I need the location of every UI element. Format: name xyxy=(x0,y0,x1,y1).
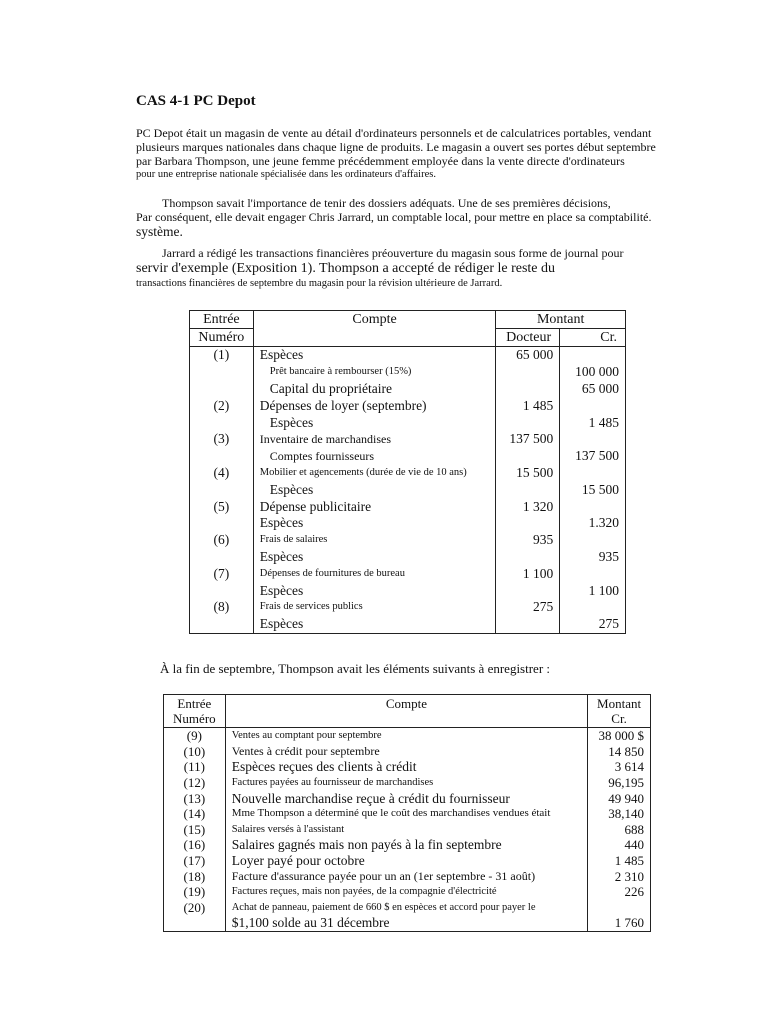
september-transactions-table xyxy=(163,694,651,932)
debit-value: 1 320 xyxy=(496,498,560,515)
table-row xyxy=(164,837,651,853)
table-row xyxy=(164,884,651,900)
account-name: Espèces xyxy=(253,582,496,599)
table-row xyxy=(190,532,626,549)
debit-value: 275 xyxy=(496,599,560,616)
entry-number xyxy=(190,481,254,498)
account-name: Prêt bancaire à rembourser (15%) xyxy=(253,364,496,381)
account-name: Factures payées au fournisseur de marchandises xyxy=(225,775,587,791)
credit-value: 1.320 xyxy=(560,515,626,532)
credit-value xyxy=(560,565,626,582)
table-row xyxy=(190,347,626,364)
table-row xyxy=(190,431,626,448)
table-row xyxy=(190,582,626,599)
account-name: Espèces xyxy=(253,549,496,566)
table-row xyxy=(190,565,626,582)
debit-header: Docteur xyxy=(496,329,560,347)
credit-value: 137 500 xyxy=(560,448,626,465)
debit-value xyxy=(496,582,560,599)
credit-value xyxy=(560,465,626,482)
table-row xyxy=(164,915,651,931)
opening-journal-table xyxy=(189,310,626,634)
entry-header: Entrée xyxy=(190,311,254,329)
entry-number: (1) xyxy=(190,347,254,364)
amount-value: 14 850 xyxy=(588,744,651,760)
table-row xyxy=(164,806,651,822)
paragraph-line: Jarrard a rédigé les transactions financières préouverture du magasin sous forme de journal pour xyxy=(162,246,624,260)
account-name: Facture d'assurance payée pour un an (1er septembre - 31 août) xyxy=(225,868,587,884)
credit-value: 1 485 xyxy=(560,414,626,431)
account-name: Espèces xyxy=(253,414,496,431)
account-name: Frais de salaires xyxy=(253,532,496,549)
table-row xyxy=(190,481,626,498)
account-name: Factures reçues, mais non payées, de la compagnie d'électricité xyxy=(225,884,587,900)
entry-number xyxy=(190,515,254,532)
amount-header-line: Cr. xyxy=(611,711,627,726)
amount-value: 226 xyxy=(588,884,651,900)
debit-value: 935 xyxy=(496,532,560,549)
intro-line: pour une entreprise nationale spécialisée dans les ordinateurs d'affaires. xyxy=(136,169,436,180)
entry-number: (2) xyxy=(190,397,254,414)
paragraph-line: servir d'exemple (Exposition 1). Thompson a accepté de rédiger le reste du xyxy=(136,261,556,276)
credit-value xyxy=(560,532,626,549)
amount-value: 38,140 xyxy=(588,806,651,822)
credit-value xyxy=(560,498,626,515)
account-name: Dépenses de fournitures de bureau xyxy=(253,565,496,582)
account-name: Nouvelle marchandise reçue à crédit du fournisseur xyxy=(225,790,587,806)
paragraph-line: système. xyxy=(136,224,183,239)
account-name: Inventaire de marchandises xyxy=(253,431,496,448)
credit-value xyxy=(560,431,626,448)
account-name: Espèces xyxy=(253,616,496,633)
account-header: Compte xyxy=(253,311,496,347)
entry-number: (4) xyxy=(190,465,254,482)
account-name: Salaires versés à l'assistant xyxy=(225,822,587,838)
account-name: Mme Thompson a déterminé que le coût des marchandises vendues était xyxy=(225,806,587,822)
entry-number: (6) xyxy=(190,532,254,549)
entry-header xyxy=(164,695,226,728)
paragraph-line: Thompson savait l'importance de tenir des dossiers adéquats. Une de ses premières décisions, xyxy=(162,196,611,210)
table-row xyxy=(164,853,651,869)
entry-number: (14) xyxy=(164,806,226,822)
table-row xyxy=(164,759,651,775)
entry-number: (13) xyxy=(164,790,226,806)
amount-value: 38 000 $ xyxy=(588,728,651,744)
table-row xyxy=(190,381,626,398)
amount-value: 2 310 xyxy=(588,868,651,884)
entry-number xyxy=(190,364,254,381)
table-row xyxy=(164,728,651,744)
third-paragraph xyxy=(136,246,692,291)
debit-value: 1 485 xyxy=(496,397,560,414)
account-name: Mobilier et agencements (durée de vie de 10 ans) xyxy=(253,465,496,482)
amount-value: 440 xyxy=(588,837,651,853)
document-title: CAS 4-1 PC Depot xyxy=(136,93,256,109)
account-name: Espèces xyxy=(253,515,496,532)
account-name: Comptes fournisseurs xyxy=(253,448,496,465)
table-row xyxy=(190,465,626,482)
debit-value xyxy=(496,481,560,498)
amount-value: 3 614 xyxy=(588,759,651,775)
intro-line: plusieurs marques nationales dans chaque ligne de produits. Le magasin a ouvert ses portes début septembre xyxy=(136,140,656,154)
table-row xyxy=(164,775,651,791)
credit-value: 935 xyxy=(560,549,626,566)
debit-value xyxy=(496,364,560,381)
credit-value xyxy=(560,347,626,364)
entry-header-line: Entrée xyxy=(177,696,212,711)
table-row xyxy=(190,364,626,381)
credit-value: 275 xyxy=(560,616,626,633)
debit-value xyxy=(496,414,560,431)
account-name: Capital du propriétaire xyxy=(253,381,496,398)
credit-value xyxy=(560,397,626,414)
table-row xyxy=(190,515,626,532)
entry-number xyxy=(190,582,254,599)
account-name: Ventes à crédit pour septembre xyxy=(225,744,587,760)
table-row xyxy=(190,549,626,566)
entry-header-number: Numéro xyxy=(190,329,254,347)
transition-text: À la fin de septembre, Thompson avait les éléments suivants à enregistrer : xyxy=(160,661,551,676)
debit-value: 65 000 xyxy=(496,347,560,364)
table-row xyxy=(164,744,651,760)
second-paragraph xyxy=(136,196,692,240)
entry-number: (20) xyxy=(164,900,226,916)
entry-number: (11) xyxy=(164,759,226,775)
amount-header xyxy=(588,695,651,728)
entry-number xyxy=(164,915,226,931)
credit-value: 1 100 xyxy=(560,582,626,599)
debit-value xyxy=(496,448,560,465)
debit-value: 15 500 xyxy=(496,465,560,482)
debit-value: 137 500 xyxy=(496,431,560,448)
account-name: Frais de services publics xyxy=(253,599,496,616)
account-name: Dépense publicitaire xyxy=(253,498,496,515)
entry-number: (17) xyxy=(164,853,226,869)
debit-value xyxy=(496,616,560,633)
account-name: Dépenses de loyer (septembre) xyxy=(253,397,496,414)
credit-value xyxy=(560,599,626,616)
account-name: Ventes au comptant pour septembre xyxy=(225,728,587,744)
table-row xyxy=(190,616,626,633)
debit-value: 1 100 xyxy=(496,565,560,582)
intro-line: par Barbara Thompson, une jeune femme précédemment employée dans la vente directe d'ordinateurs xyxy=(136,154,625,168)
amount-value: 96,195 xyxy=(588,775,651,791)
amount-value: 688 xyxy=(588,822,651,838)
table-row xyxy=(164,790,651,806)
entry-number: (3) xyxy=(190,431,254,448)
entry-number: (16) xyxy=(164,837,226,853)
table-row xyxy=(164,900,651,916)
entry-number xyxy=(190,448,254,465)
table-row xyxy=(190,448,626,465)
entry-number: (15) xyxy=(164,822,226,838)
account-name: Espèces xyxy=(253,481,496,498)
entry-number: (18) xyxy=(164,868,226,884)
credit-value: 65 000 xyxy=(560,381,626,398)
account-name: Espèces reçues des clients à crédit xyxy=(225,759,587,775)
entry-number: (5) xyxy=(190,498,254,515)
entry-number xyxy=(190,414,254,431)
entry-number: (12) xyxy=(164,775,226,791)
credit-header: Cr. xyxy=(560,329,626,347)
amount-value xyxy=(588,900,651,916)
debit-value xyxy=(496,381,560,398)
intro-line: PC Depot était un magasin de vente au détail d'ordinateurs personnels et de calculatrices portables, vendant xyxy=(136,126,652,140)
account-name: $1,100 solde au 31 décembre xyxy=(225,915,587,931)
intro-paragraph xyxy=(136,126,692,182)
account-header: Compte xyxy=(225,695,587,728)
paragraph-line: transactions financières de septembre du magasin pour la révision ultérieure de Jarrard. xyxy=(136,278,503,289)
entry-number xyxy=(190,381,254,398)
entry-header-line: Numéro xyxy=(173,711,216,726)
entry-number: (8) xyxy=(190,599,254,616)
account-name: Achat de panneau, paiement de 660 $ en espèces et accord pour payer le xyxy=(225,900,587,916)
table-row xyxy=(190,599,626,616)
table-row xyxy=(164,822,651,838)
account-name: Loyer payé pour octobre xyxy=(225,853,587,869)
table-row xyxy=(190,397,626,414)
credit-value: 100 000 xyxy=(560,364,626,381)
debit-value xyxy=(496,515,560,532)
table-row xyxy=(164,868,651,884)
debit-value xyxy=(496,549,560,566)
entry-number: (10) xyxy=(164,744,226,760)
amount-value: 1 485 xyxy=(588,853,651,869)
entry-number: (19) xyxy=(164,884,226,900)
table-row xyxy=(190,498,626,515)
entry-number xyxy=(190,616,254,633)
entry-number xyxy=(190,549,254,566)
credit-value: 15 500 xyxy=(560,481,626,498)
entry-number: (9) xyxy=(164,728,226,744)
account-name: Salaires gagnés mais non payés à la fin septembre xyxy=(225,837,587,853)
account-name: Espèces xyxy=(253,347,496,364)
amount-value: 49 940 xyxy=(588,790,651,806)
paragraph-line: Par conséquent, elle devait engager Chris Jarrard, un comptable local, pour mettre en place sa comptabilité. xyxy=(136,210,652,224)
amount-header-line: Montant xyxy=(597,696,642,711)
table-row xyxy=(190,414,626,431)
entry-number: (7) xyxy=(190,565,254,582)
amount-value: 1 760 xyxy=(588,915,651,931)
amount-header: Montant xyxy=(496,311,626,329)
